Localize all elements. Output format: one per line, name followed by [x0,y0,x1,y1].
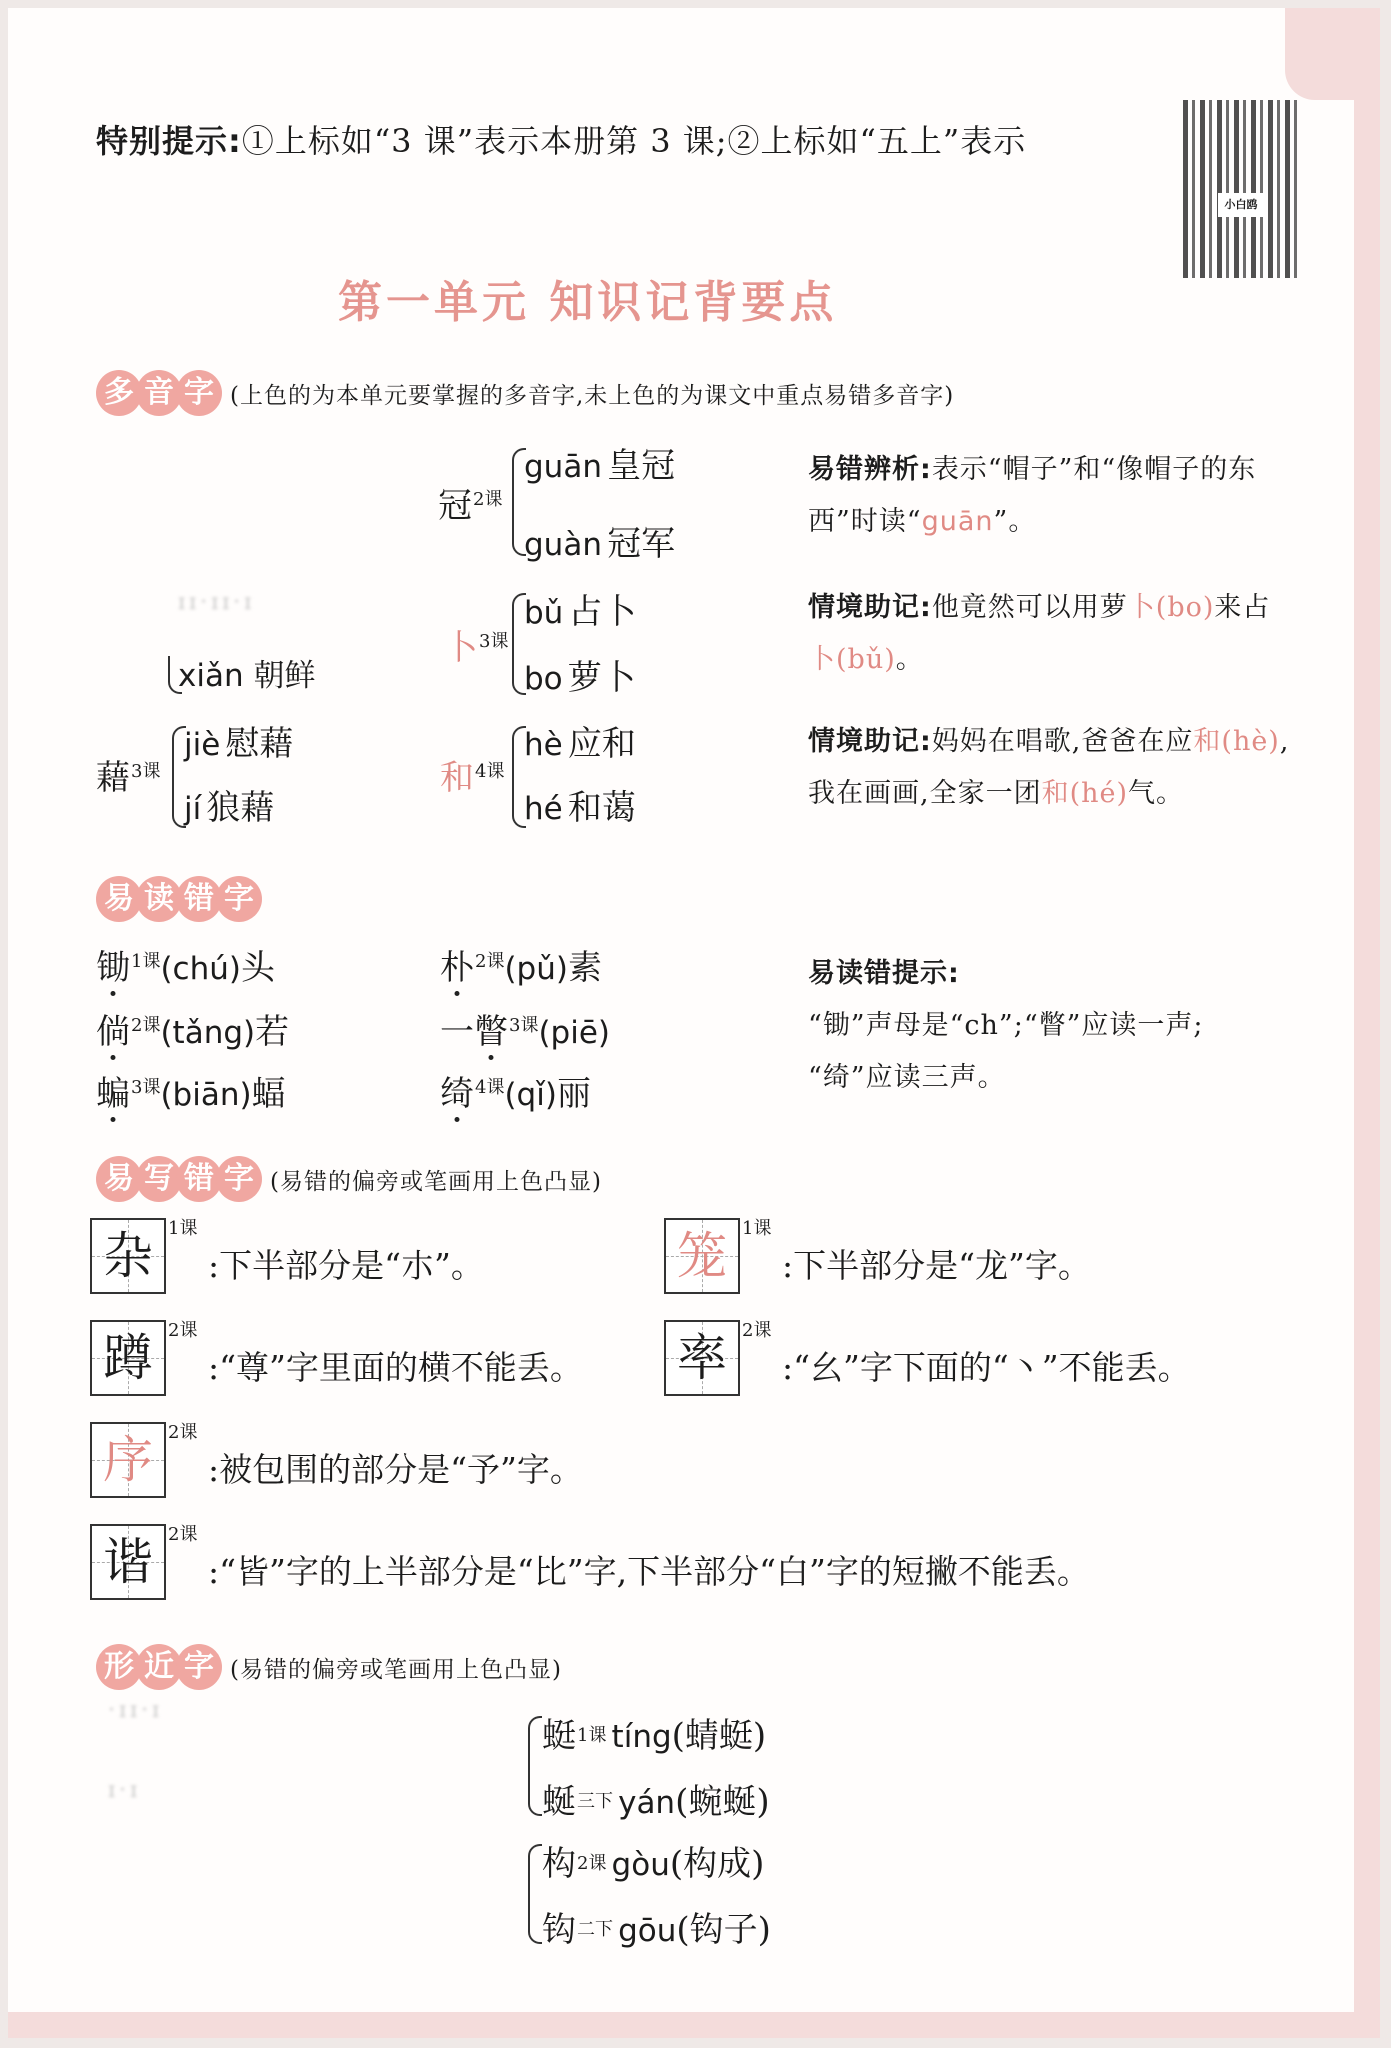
lesson-mark: 2课 [168,1422,198,1443]
lesson-mark: 2课 [742,1320,772,1341]
misread-item: 锄$^{1课}$(chú)头 [96,948,275,988]
section-note: (上色的为本单元要掌握的多音字,未上色的为课文中重点易错多音字) [230,382,955,409]
section-header-polyphones [96,370,954,416]
lesson-mark: 1课 [742,1218,772,1239]
polyphone-reading: guàn 冠军 [524,524,676,564]
section-note: (易错的偏旁或笔画用上色凸显) [230,1656,562,1683]
misread-item: 绮$^{4课}$(qǐ)丽 [440,1074,591,1114]
lesson-mark: 2课 [168,1524,198,1545]
qr-code-icon[interactable] [1183,100,1298,278]
miswrite-desc: :“尊”字里面的横不能丢。 [208,1348,583,1387]
char-box: 杂 [90,1218,166,1294]
brace [528,1844,542,1944]
polyphone-char: 藉$^{3课}$ [96,758,161,798]
qr-code-label: 小白鸥 [1218,193,1264,217]
section-badge: 易 读 错 字 [96,876,256,922]
tip-text: ①上标如“3 课”表示本册第 3 课;②上标如“五上”表示 [241,122,1027,160]
polyphone-note: 情境助记:他竟然可以用萝卜(bo)来占卜(bǔ)。 [808,592,1271,675]
polyphone-reading: xiǎn 朝鲜 [178,658,316,694]
miswrite-desc: :“皆”字的上半部分是“比”字,下半部分“白”字的短撇不能丢。 [208,1552,1090,1591]
tip-label: 特别提示: [96,122,242,160]
polyphone-reading: jiè 慰藉 [184,724,294,764]
polyphone-note: 易错辨析:表示“帽子”和“像帽子的东西”时读“guān”。 [808,454,1257,537]
obscured-text: ɪ·ɪ [108,1778,142,1803]
polyphone-reading: bo 萝卜 [524,658,636,698]
polyphone-note: 情境助记:妈妈在唱歌,爸爸在应和(hè),我在画画,全家一团和(hé)气。 [808,726,1290,809]
section-badge: 易 写 错 字 [96,1156,256,1202]
misread-item: 朴$^{2课}$(pǔ)素 [440,948,602,988]
misread-item: 蝙$^{3课}$(biān)蝠 [96,1074,286,1114]
char-box: 序 [90,1422,166,1498]
special-tip [96,116,1026,162]
section-badge: 多 音 字 [96,370,216,416]
char-box: 谐 [90,1524,166,1600]
polyphone-reading: bǔ 占卜 [524,592,637,632]
polyphone-char: 和$^{4课}$ [440,758,505,798]
page-edge-band [1354,8,1380,2038]
char-box: 笼 [664,1218,740,1294]
obscured-text: ɪɪ·ɪɪ·ɪ [178,590,256,615]
unit-title: 第一单元 知识记背要点 [338,277,838,328]
similar-item: 蜒三下 yán(蜿蜒) [542,1782,770,1822]
section-badge: 形 近 字 [96,1644,216,1690]
char-box: 率 [664,1320,740,1396]
miswrite-desc: :下半部分是“朩”。 [208,1246,484,1285]
misread-item: 倘$^{2课}$(tǎng)若 [96,1012,290,1052]
section-header-misread [96,876,256,922]
misread-hint: 易读错提示: “锄”声母是“ch”;“瞥”应读一声; “绮”应读三声。 [808,958,1204,1093]
polyphone-reading: guān 皇冠 [524,446,676,486]
polyphone-char: 卜$^{3课}$ [444,628,509,668]
miswrite-desc: :下半部分是“龙”字。 [782,1246,1091,1285]
section-header-miswrite [96,1156,602,1202]
similar-item: 钩二下 gōu(钩子) [542,1910,771,1950]
similar-item: 构2课 gòu(构成) [542,1844,765,1884]
miswrite-desc: :“幺”字下面的“丶”不能丢。 [782,1348,1191,1387]
lesson-mark: 1课 [168,1218,198,1239]
lesson-mark: 2课 [168,1320,198,1341]
miswrite-desc: :被包围的部分是“予”字。 [208,1450,583,1489]
char-box: 蹲 [90,1320,166,1396]
polyphone-reading: hé 和蔼 [524,788,636,828]
similar-item: 蜓1课 tíng(蜻蜓) [542,1716,767,1756]
section-note: (易错的偏旁或笔画用上色凸显) [270,1168,602,1195]
brace [528,1716,542,1816]
section-header-similar [96,1644,562,1690]
obscured-text: ·ɪɪ·ɪ [108,1698,164,1723]
polyphone-char: 冠$^{2课}$ [438,486,503,526]
polyphone-reading: jí 狼藉 [184,788,275,828]
page-corner-tab [1285,8,1380,100]
polyphone-reading: hè 应和 [524,724,636,764]
workbook-page [8,8,1380,2038]
misread-item: 一瞥$^{3课}$(piē) [440,1012,611,1052]
page-bottom-band [8,2012,1380,2038]
